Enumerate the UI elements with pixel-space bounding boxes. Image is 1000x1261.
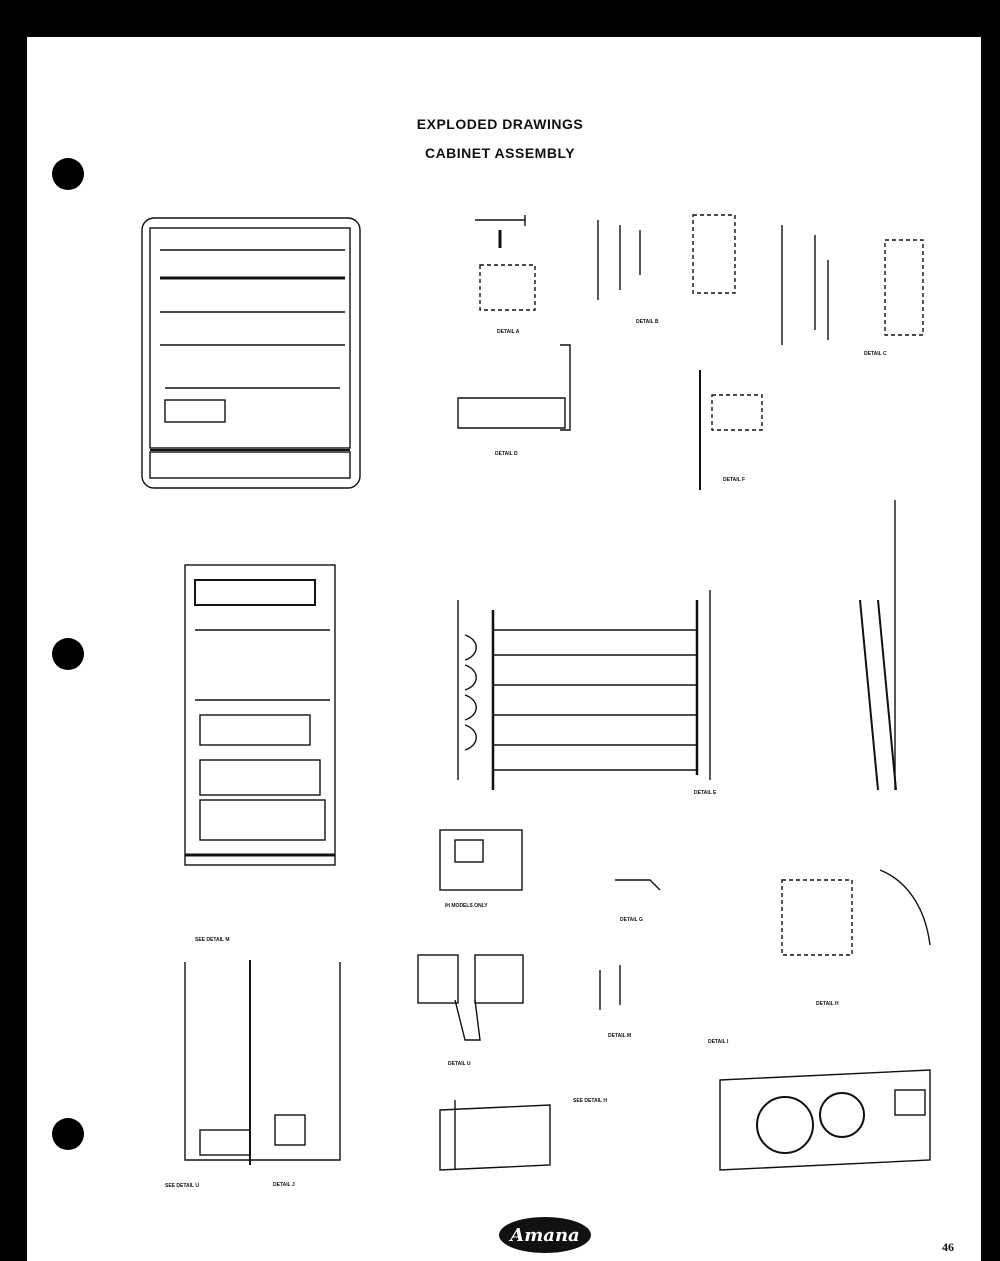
detail-d-caption: DETAIL D — [495, 451, 518, 457]
page-subtitle: CABINET ASSEMBLY — [424, 145, 576, 161]
detail-c-drawing — [782, 225, 923, 345]
detail-c-caption: DETAIL C — [864, 351, 887, 357]
page-title: EXPLODED DRAWINGS — [416, 116, 584, 132]
detail-a-drawing — [475, 215, 535, 310]
detail-b-caption: DETAIL B — [636, 319, 659, 325]
detail-m-drawing — [600, 965, 620, 1010]
ih-models-note: IH MODELS ONLY — [445, 903, 488, 909]
page-number: 46 — [942, 1240, 954, 1254]
second-cabinet-view — [185, 565, 335, 865]
right-panel-drawing — [860, 500, 896, 790]
detail-j-caption: DETAIL J — [273, 1182, 295, 1188]
detail-h-drawing — [782, 870, 930, 955]
detail-a-caption: DETAIL A — [497, 329, 520, 335]
detail-f-drawing — [700, 370, 762, 490]
detail-u-caption: DETAIL U — [448, 1061, 471, 1067]
main-cabinet-view — [142, 218, 360, 488]
detail-d-drawing — [458, 345, 570, 430]
see-detail-h-note: SEE DETAIL H — [573, 1098, 607, 1104]
ih-models-drawing — [440, 830, 522, 890]
detail-i-caption: DETAIL I — [708, 1039, 729, 1045]
detail-b-drawing — [598, 215, 735, 300]
detail-m-caption: DETAIL M — [608, 1033, 632, 1039]
detail-h-caption: DETAIL H — [816, 1001, 839, 1007]
detail-g-caption: DETAIL G — [620, 917, 643, 923]
amana-logo — [499, 1217, 591, 1253]
detail-e-drawing — [458, 590, 710, 790]
door-view — [185, 960, 340, 1165]
detail-f-caption: DETAIL F — [723, 477, 746, 483]
see-detail-m-note: SEE DETAIL M — [195, 937, 230, 943]
bottom-center-drawing — [440, 1100, 550, 1170]
amana-logo-text: Amana — [510, 1225, 580, 1246]
detail-u-drawing — [418, 955, 523, 1040]
detail-j-drawing — [720, 1070, 930, 1170]
detail-g-drawing — [615, 880, 660, 890]
see-detail-u-note: SEE DETAIL U — [165, 1183, 199, 1189]
detail-e-caption: DETAIL E — [694, 790, 717, 796]
